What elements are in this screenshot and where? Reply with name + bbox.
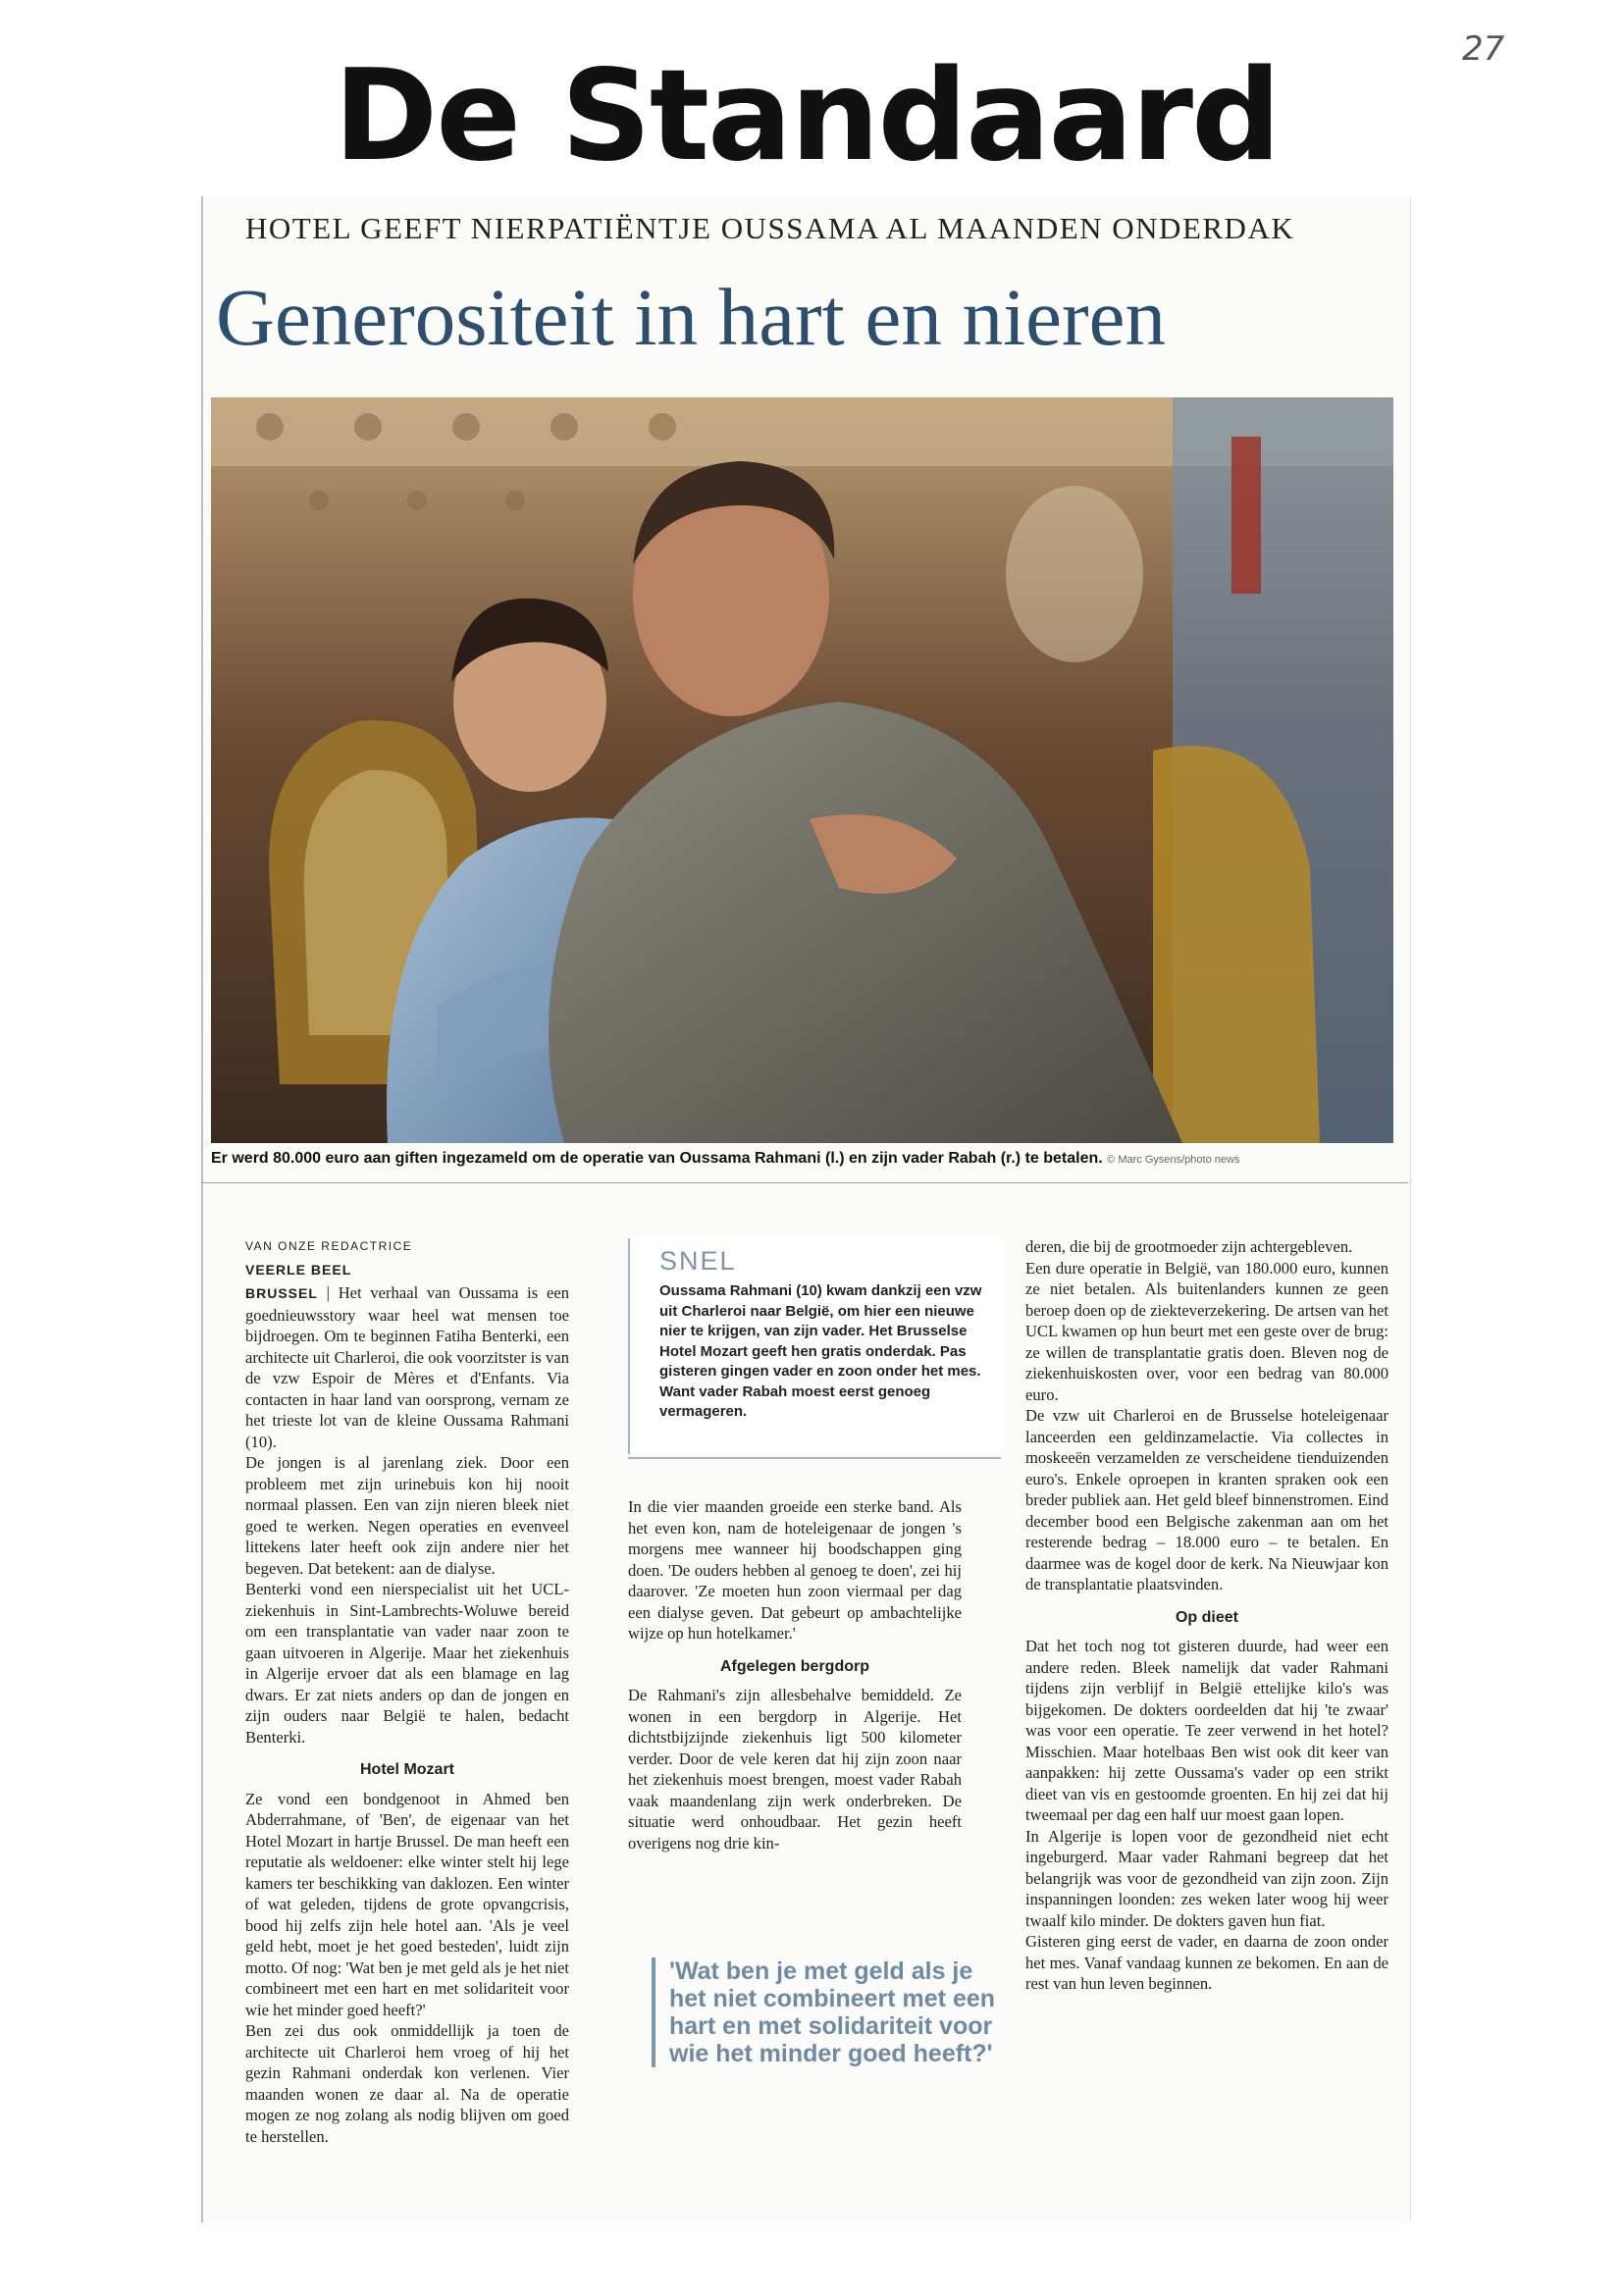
- paragraph: De jongen is al jarenlang ziek. Door een probleem met zijn urinebuis kon hij nooit normaal plassen. Een van zijn nieren bleek niet goed te werken. Negen operaties en evenveel littekens later heeft ook zijn andere nier het begeven. Dat betekent: aan de dialyse.: [245, 1453, 569, 1578]
- photo-caption: [211, 1150, 1398, 1168]
- sidebar-title: SNEL: [659, 1246, 737, 1276]
- paragraph: Gisteren ging eerst de vader, en daarna de zoon onder het mes. Vanaf vandaag kunnen ze bekomen. En aan de rest van hun leven beginnen.: [1025, 1932, 1388, 1993]
- page-number: 27: [1462, 29, 1505, 69]
- paragraph-text: | Het verhaal van Oussama is een goednieuwsstory waar heel wat mensen toe bijdroegen. Om te beginnen Fatiha Benterki, een architecte uit Charleroi, die ook voorzitster is van de vzw Espoir de Mères et d'Enfants. Via contacten in haar land van oorsprong, vernam ze het trieste lot van de kleine Oussama Rahmani (10).: [245, 1283, 569, 1451]
- sidebar-box: [628, 1238, 1003, 1454]
- paragraph: Benterki vond een nierspecialist uit het UCL-ziekenhuis in Sint-Lambrechts-Woluwe bereid om een transplantatie van vader naar zoon te gaan uitvoeren in Algerije. Maar het ziekenhuis in Algerije ervoer dat als een blamage en lag dwars. Er zat niets anders op dan de jongen en zijn ouders naar België te halen, bedacht Benterki.: [245, 1580, 569, 1747]
- paragraph: De Rahmani's zijn allesbehalve bemiddeld. Ze wonen in een bergdorp in Algerije. Het dichtstbijzijnde ziekenhuis ligt 500 kilometer verder. Door de vele keren dat hij zijn zoon naar het ziekenhuis moest brengen, moest vader Rabah vaak maandenlang zijn werk onderbreken. De situatie werd onhoudbaar. Het gezin heeft overigens nog drie kin-: [628, 1686, 962, 1852]
- article-photo: [211, 397, 1393, 1143]
- paragraph: Een dure operatie in België, van 180.000 euro, kunnen ze niet betalen. Als buitenlanders kunnen ze geen beroep doen op de ziekteverzekering. De artsen van het UCL kwamen op hun beurt met een geste over de brug: ze willen de transplantatie gratis doen. Bleven nog de ziekenhuiskosten over, voor een bedrag van 80.000 euro.: [1025, 1258, 1388, 1404]
- article-column-2: [628, 1496, 962, 1853]
- paragraph: In Algerije is lopen voor de gezondheid niet echt ingeburgerd. Maar vader Rahmani begreep dat het belangrijk was voor de gezondheid van zijn zoon. Zijn inspanningen loonden: zes weken later woog hij weer twaalf kilo minder. De dokters gaven hun fiat.: [1025, 1826, 1388, 1930]
- pull-quote: 'Wat ben je met geld als je het niet combineert met een hart en met solidariteit voor wie het minder goed heeft?': [652, 1957, 1008, 2067]
- paragraph: De vzw uit Charleroi en de Brusselse hoteleigenaar lanceerden een geldinzamelactie. Via collectes in moskeeën verzamelden ze verscheidene tienduizenden euro's. Enkele oproepen in kranten spraken ook een breder publiek aan. Het geld bleef binnenstromen. Eind december bood een Belgische zakenman aan om het resterende bedrag – 18.000 euro – te betalen. En daarmee was de kogel door de kerk. Na Nieuwjaar kon de transplantatie plaatsvinden.: [1025, 1406, 1388, 1593]
- paragraph: Dat het toch nog tot gisteren duurde, had weer een andere reden. Bleek namelijk dat vader Rahmani tijdens zijn verblijf in België ettelijke kilo's was bijgekomen. De dokters oordeelden dat hij 'te zwaar' was voor een operatie. Te zeer verwend in het hotel? Misschien. Maar hotelbaas Ben wist ook dit keer van aanpakken: hij zette Oussama's vader op een strikt dieet van vis en gestoomde groenten. En hij zei dat hij tweemaal per dag een half uur moest gaan lopen.: [1025, 1637, 1388, 1824]
- paragraph: In die vier maanden groeide een sterke band. Als het even kon, nam de hoteleigenaar de jongen 's morgens mee wanneer hij boodschappen ging doen. 'De ouders hebben al genoeg te doen', zei hij daarover. 'Ze moeten hun zoon viermaal per dag een dialyse geven. Dat gebeurt op ambachtelijke wijze op hun hotelkamer.': [628, 1497, 962, 1643]
- divider: [201, 1182, 1408, 1183]
- sidebar-divider: [628, 1457, 1001, 1459]
- photo-credit: © Marc Gysens/photo news: [1107, 1154, 1240, 1166]
- sidebar-text: Oussama Rahmani (10) kwam dankzij een vzw uit Charleroi naar België, om hier een nieuwe nier te krijgen, van zijn vader. Het Brusselse Hotel Mozart geeft hen gratis onderdak. Pas gisteren gingen vader en zoon onder het mes. Want vader Rabah moest eerst genoeg vermageren.: [659, 1282, 982, 1420]
- paragraph: [245, 1282, 569, 1452]
- article-column-1: [245, 1236, 569, 2147]
- article-headline: Generositeit in hart en nieren: [216, 272, 1166, 362]
- subhead-hotel-mozart: Hotel Mozart: [360, 1761, 454, 1778]
- caption-text: Er werd 80.000 euro aan giften ingezameld om de operatie van Oussama Rahmani (l.) en zijn vader Rabah (r.) te betalen.: [211, 1150, 1103, 1167]
- article-kicker: HOTEL GEEFT NIERPATIËNTJE OUSSAMA AL MAANDEN ONDERDAK: [245, 211, 1295, 245]
- masthead-logo: De Standaard: [334, 43, 1280, 189]
- article-column-3: [1025, 1236, 1388, 1995]
- subhead-dieet: Op dieet: [1175, 1608, 1238, 1626]
- paragraph: Ze vond een bondgenoot in Ahmed ben Abderrahmane, of 'Ben', de eigenaar van het Hotel Mozart in hartje Brussel. De man heeft een reputatie als weldoener: elke winter stelt hij lege kamers ter beschikking van daklozen. Een winter of wat geleden, tijdens de grote opvangcrisis, bood hij zelfs zijn hele hotel aan. 'Als je veel geld hebt, moet je het goed besteden', luidt zijn motto. Of nog: 'Wat ben je met geld als je het niet combineert met een hart en met solidariteit voor wie het minder goed heeft?': [245, 1789, 569, 2019]
- paragraph: Ben zei dus ook onmiddellijk ja toen de architecte uit Charleroi hem vroeg of hij het gezin Rahmani onderdak kon verlenen. Vier maanden wonen ze daar al. Na de operatie mogen ze nog zolang als nodig blijven om goed te herstellen.: [245, 2021, 569, 2146]
- subhead-bergdorp: Afgelegen bergdorp: [719, 1657, 869, 1675]
- paragraph: deren, die bij de grootmoeder zijn achtergebleven.: [1025, 1237, 1353, 1256]
- dateline: BRUSSEL: [245, 1285, 318, 1301]
- byline-label: VAN ONZE REDACTRICE: [245, 1239, 413, 1253]
- byline-name: VEERLE BEEL: [245, 1261, 352, 1278]
